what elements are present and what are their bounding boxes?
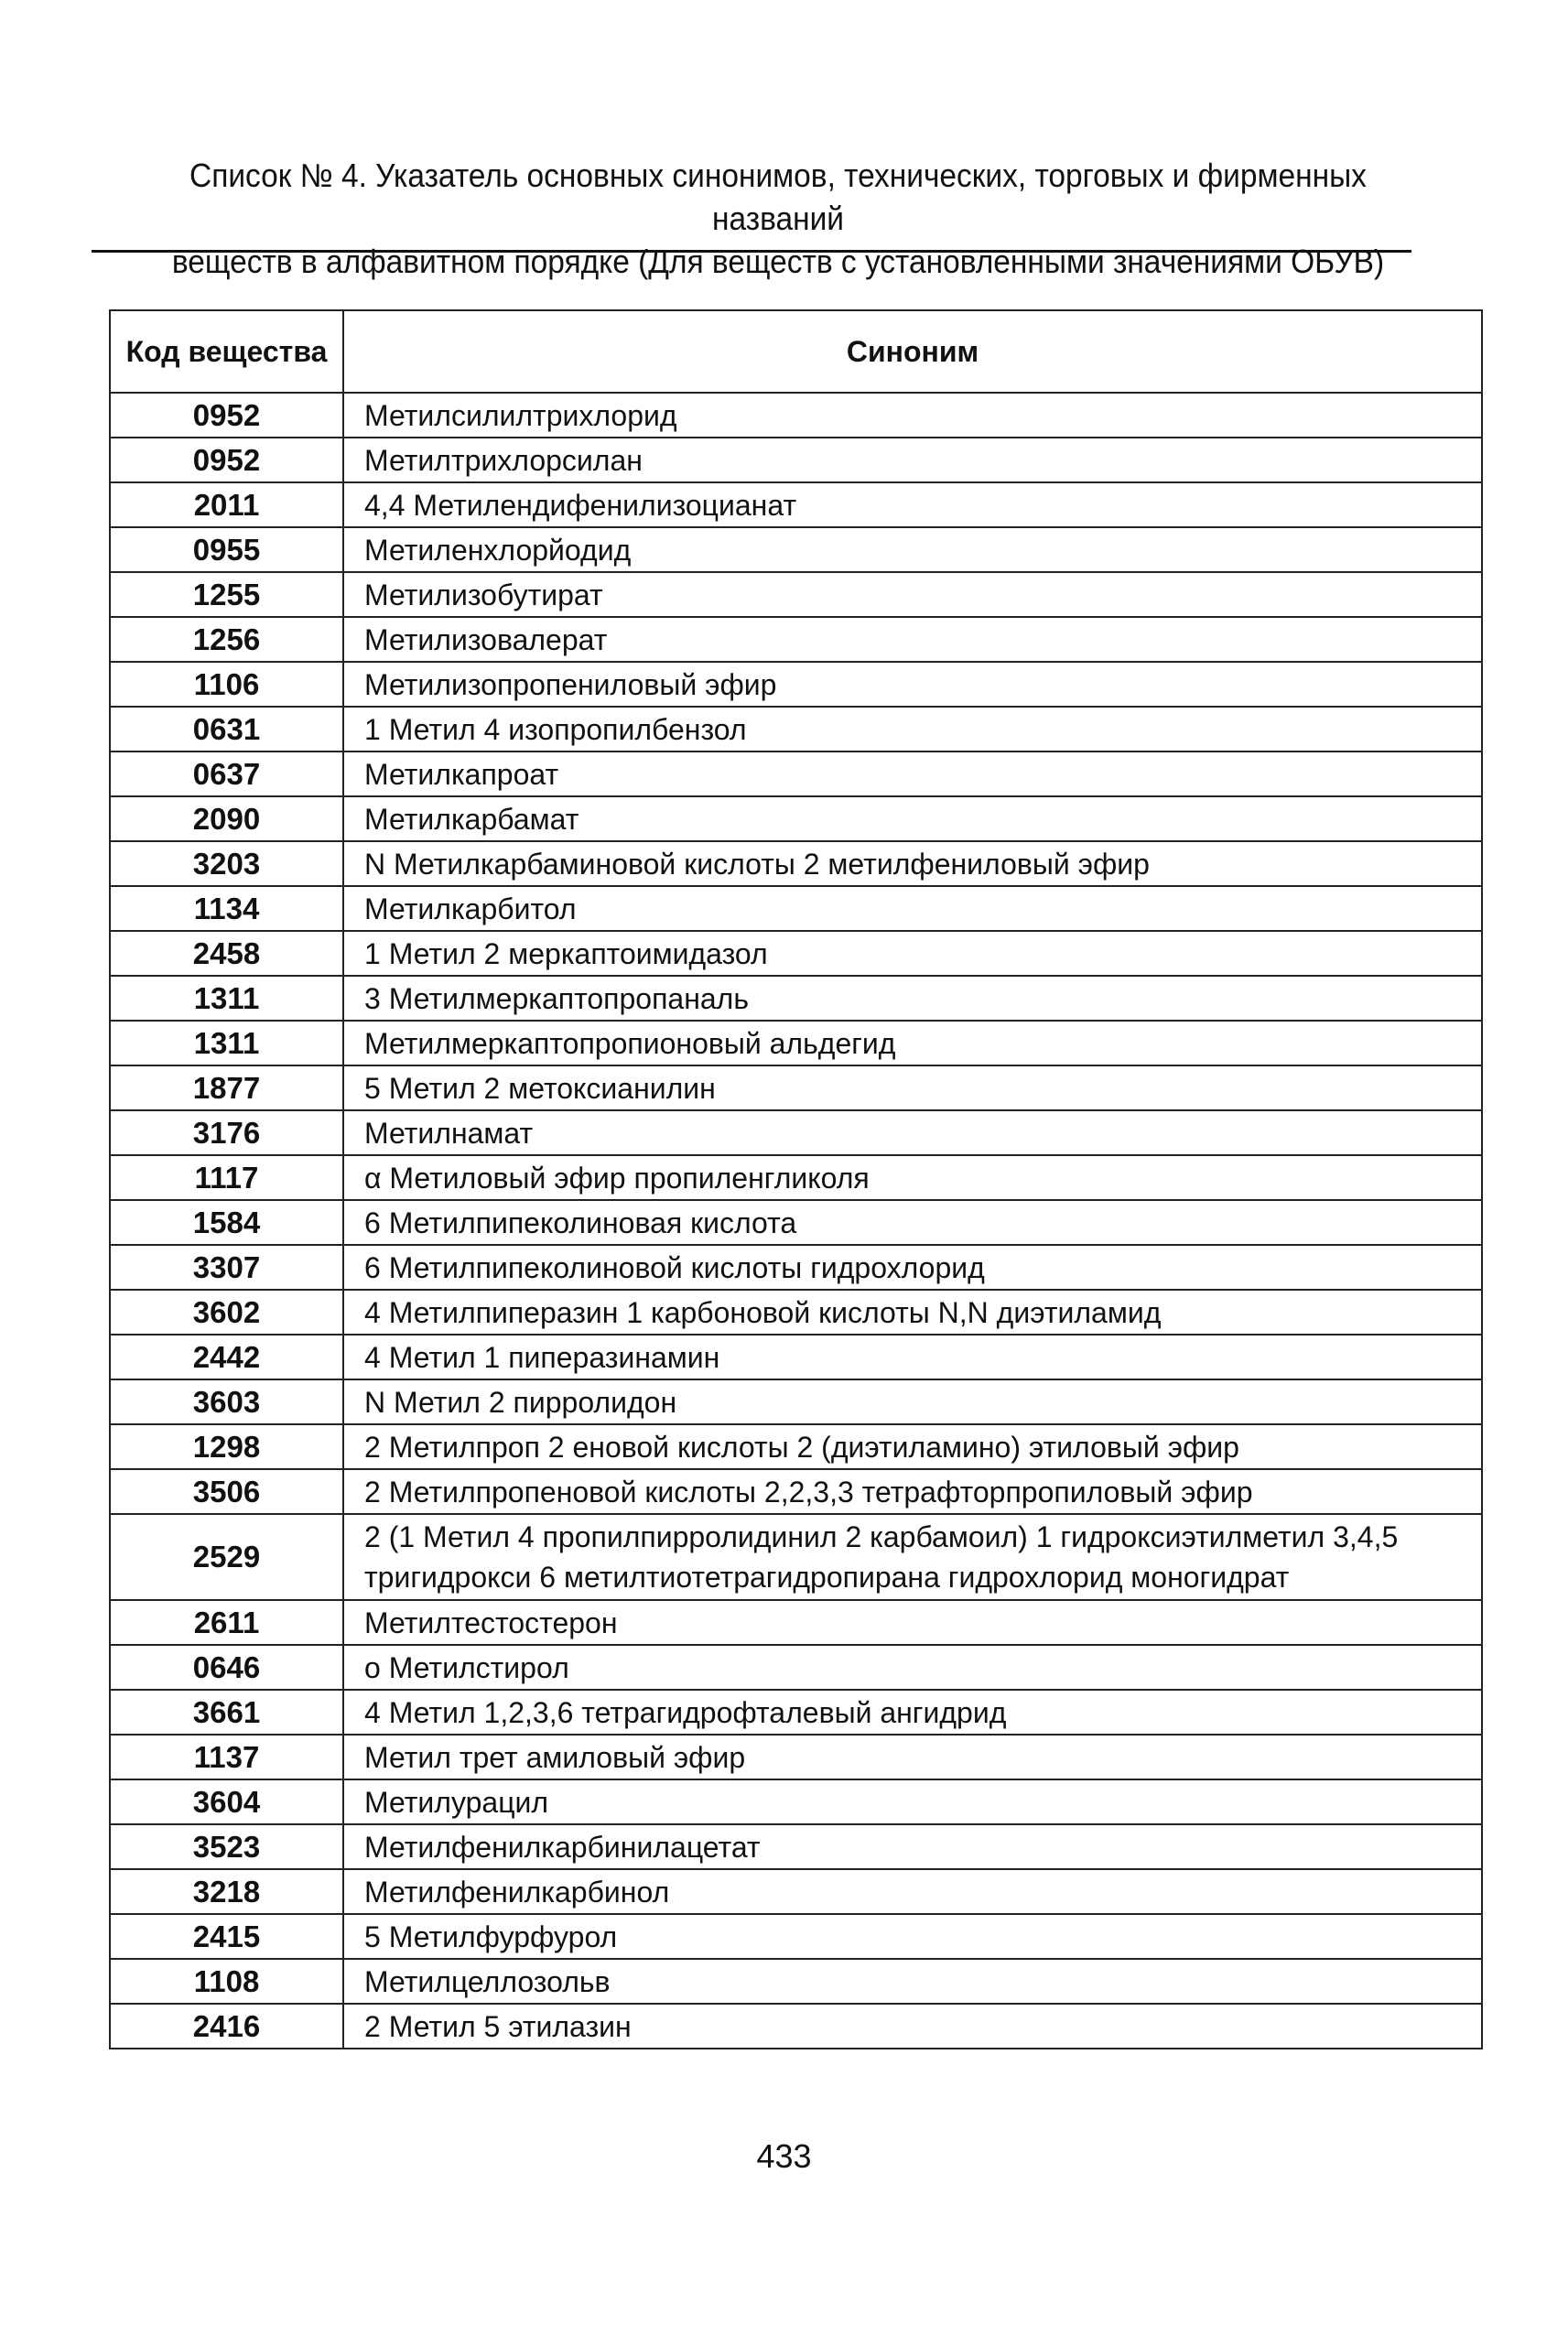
synonym-cell: Метилкапроат (343, 752, 1482, 796)
synonym-cell: 1 Метил 4 изопропилбензол (343, 707, 1482, 752)
synonym-table (109, 309, 1483, 2049)
table-row (110, 2004, 1482, 2049)
table-row (110, 438, 1482, 482)
table-row (110, 841, 1482, 886)
page-number: 433 (756, 2137, 812, 2175)
substance-code-cell: 1298 (110, 1424, 343, 1469)
substance-code-cell: 1311 (110, 976, 343, 1021)
synonym-cell: 4 Метил 1 пиперазинамин (343, 1335, 1482, 1379)
synonym-cell: Метилкарбитол (343, 886, 1482, 931)
table-row (110, 752, 1482, 796)
synonym-cell: Метилтрихлорсилан (343, 438, 1482, 482)
substance-code-cell: 2415 (110, 1914, 343, 1959)
table-row (110, 1155, 1482, 1200)
substance-code-cell: 0631 (110, 707, 343, 752)
synonym-cell: 4 Метил 1,2,3,6 тетрагидрофталевый ангидрид (343, 1690, 1482, 1735)
synonym-cell: 3 Метилмеркаптопропаналь (343, 976, 1482, 1021)
synonym-cell: 1 Метил 2 меркаптоимидазол (343, 931, 1482, 976)
column-header-synonym: Синоним (343, 310, 1482, 393)
table-row (110, 707, 1482, 752)
substance-code-cell: 1311 (110, 1021, 343, 1065)
synonym-cell: 5 Метил 2 метоксианилин (343, 1065, 1482, 1110)
table-row (110, 482, 1482, 527)
substance-code-cell: 1256 (110, 617, 343, 662)
synonym-cell: Метилмеркаптопропионовый альдегид (343, 1021, 1482, 1065)
synonym-cell: Метилнамат (343, 1110, 1482, 1155)
table-row (110, 1065, 1482, 1110)
page-title (140, 154, 1417, 283)
table-row (110, 1379, 1482, 1424)
table-row (110, 1779, 1482, 1824)
substance-code-cell: 0646 (110, 1645, 343, 1690)
substance-code-cell: 3603 (110, 1379, 343, 1424)
synonym-cell: 6 Метилпипеколиновой кислоты гидрохлорид (343, 1245, 1482, 1290)
table-row (110, 1824, 1482, 1869)
table-row (110, 527, 1482, 572)
substance-code-cell: 2090 (110, 796, 343, 841)
substance-code-cell: 3604 (110, 1779, 343, 1824)
column-header-code: Код вещества (110, 310, 343, 393)
synonym-cell: N Метилкарбаминовой кислоты 2 метилфениловый эфир (343, 841, 1482, 886)
table-row (110, 1959, 1482, 2004)
substance-code-cell: 1108 (110, 1959, 343, 2004)
synonym-cell: Метилтестостерон (343, 1600, 1482, 1645)
table-row (110, 1469, 1482, 1514)
substance-code-cell: 2458 (110, 931, 343, 976)
title-underline (92, 250, 1411, 253)
table-row (110, 886, 1482, 931)
substance-code-cell: 3176 (110, 1110, 343, 1155)
substance-code-cell: 1134 (110, 886, 343, 931)
substance-code-cell: 3661 (110, 1690, 343, 1735)
substance-code-cell: 2442 (110, 1335, 343, 1379)
table-row (110, 1245, 1482, 1290)
table-row (110, 796, 1482, 841)
synonym-cell: о Метилстирол (343, 1645, 1482, 1690)
table-row (110, 1514, 1482, 1600)
synonym-cell: 2 Метил 5 этилазин (343, 2004, 1482, 2049)
table-row (110, 662, 1482, 707)
substance-code-cell: 3203 (110, 841, 343, 886)
synonym-cell: 6 Метилпипеколиновая кислота (343, 1200, 1482, 1245)
table-row (110, 1021, 1482, 1065)
substance-code-cell: 3523 (110, 1824, 343, 1869)
table-row (110, 572, 1482, 617)
synonym-cell: Метилкарбамат (343, 796, 1482, 841)
table-row (110, 1335, 1482, 1379)
substance-code-cell: 0637 (110, 752, 343, 796)
synonym-cell: Метил трет амиловый эфир (343, 1735, 1482, 1779)
table-row (110, 1600, 1482, 1645)
synonym-cell: 4 Метилпиперазин 1 карбоновой кислоты N,N диэтиламид (343, 1290, 1482, 1335)
table-row (110, 393, 1482, 438)
synonym-cell: 2 (1 Метил 4 пропилпирролидинил 2 карбамоил) 1 гидроксиэтилметил 3,4,5 тригидрокси 6 метилтиотетрагидропирана гидрохлорид моногидрат (343, 1514, 1482, 1600)
synonym-cell: Метилизобутират (343, 572, 1482, 617)
substance-code-cell: 0955 (110, 527, 343, 572)
synonym-cell: 5 Метилфурфурол (343, 1914, 1482, 1959)
synonym-cell: Метилизопропениловый эфир (343, 662, 1482, 707)
table-row (110, 1914, 1482, 1959)
substance-code-cell: 2416 (110, 2004, 343, 2049)
table-row (110, 931, 1482, 976)
substance-code-cell: 1584 (110, 1200, 343, 1245)
substance-code-cell: 0952 (110, 393, 343, 438)
substance-code-cell: 3602 (110, 1290, 343, 1335)
substance-code-cell: 1137 (110, 1735, 343, 1779)
synonym-cell: N Метил 2 пирролидон (343, 1379, 1482, 1424)
table-row (110, 1645, 1482, 1690)
synonym-cell: Метилизовалерат (343, 617, 1482, 662)
table-row (110, 1200, 1482, 1245)
substance-code-cell: 1877 (110, 1065, 343, 1110)
table-row (110, 617, 1482, 662)
substance-code-cell: 2611 (110, 1600, 343, 1645)
synonym-cell: 4,4 Метилендифенилизоцианат (343, 482, 1482, 527)
table-row (110, 1690, 1482, 1735)
substance-code-cell: 2529 (110, 1514, 343, 1600)
substance-code-cell: 3218 (110, 1869, 343, 1914)
substance-code-cell: 3307 (110, 1245, 343, 1290)
table-row (110, 1735, 1482, 1779)
substance-code-cell: 3506 (110, 1469, 343, 1514)
page-title-line-2: веществ в алфавитном порядке (Для веществ с установленными значениями ОБУВ) (171, 243, 1385, 280)
synonym-cell: 2 Метилпропеновой кислоты 2,2,3,3 тетрафторпропиловый эфир (343, 1469, 1482, 1514)
synonym-cell: α Метиловый эфир пропиленгликоля (343, 1155, 1482, 1200)
table-row (110, 1290, 1482, 1335)
substance-code-cell: 0952 (110, 438, 343, 482)
synonym-cell: Метиленхлорйодид (343, 527, 1482, 572)
table-header-row (110, 310, 1482, 393)
substance-code-cell: 1255 (110, 572, 343, 617)
substance-code-cell: 1117 (110, 1155, 343, 1200)
table-row (110, 1424, 1482, 1469)
synonym-cell: Метилфенилкарбинол (343, 1869, 1482, 1914)
table-row (110, 1869, 1482, 1914)
synonym-cell: Метилфенилкарбинилацетат (343, 1824, 1482, 1869)
synonym-cell: Метилцеллозольв (343, 1959, 1482, 2004)
page-title-line-1: Список № 4. Указатель основных синонимов, технических, торговых и фирменных названий (189, 157, 1367, 237)
table-body (110, 393, 1482, 2049)
table-row (110, 1110, 1482, 1155)
synonym-cell: Метилсилилтрихлорид (343, 393, 1482, 438)
synonym-cell: Метилурацил (343, 1779, 1482, 1824)
table-row (110, 976, 1482, 1021)
substance-code-cell: 1106 (110, 662, 343, 707)
substance-code-cell: 2011 (110, 482, 343, 527)
synonym-cell: 2 Метилпроп 2 еновой кислоты 2 (диэтиламино) этиловый эфир (343, 1424, 1482, 1469)
